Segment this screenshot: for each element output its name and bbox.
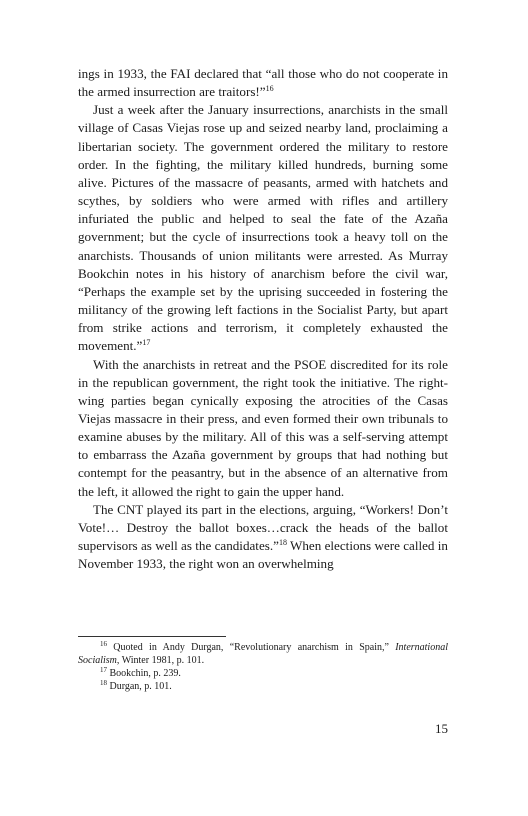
- text-run: Just a week after the January insurrections, anarchists in the small village of Casas Viejas rose up and seized nearby land, proclaiming a libertarian society. The government ordered the military to restore order. In the fighting, the military killed hundreds, burning some alive. Pictures of the massacre of peasants, armed with hatchets and scythes, by soldiers who were armed with rifles and artillery infuriated the public and helped to seal the fate of the Azaña government; but the cycle of insurrections took a heavy toll on the anarchists. Thousands of union militants were arrested. As Murray Bookchin notes in his history of anarchism before the civil war, “Perhaps the example set by the uprising succeeded in fostering the militancy of the growing left factions in the Socialist Party, but apart from strike actions and terrorism, it completely exhausted the movement.”: [78, 102, 448, 354]
- text-run: Bookchin, p. 239.: [107, 668, 181, 679]
- text-run: , Winter 1981, p. 101.: [116, 655, 205, 666]
- footnote: [78, 667, 448, 680]
- body-text: [78, 65, 448, 573]
- text-run: When elections were called in November 1933, the right won an overwhelming: [78, 538, 448, 572]
- footnote-number: 18: [100, 679, 107, 687]
- footnote-number: 16: [100, 640, 107, 648]
- paragraph: [78, 501, 448, 574]
- footnote-rule: [78, 636, 226, 637]
- footnote-ref: 17: [142, 338, 151, 348]
- paragraph: [78, 101, 448, 355]
- footnotes: [78, 636, 448, 693]
- paragraph: [78, 356, 448, 501]
- footnote-ref: 16: [265, 84, 274, 94]
- text-run: Durgan, p. 101.: [107, 681, 172, 692]
- footnote-list: [78, 641, 448, 693]
- footnote: [78, 641, 448, 667]
- text-run: ings in 1933, the FAI declared that “all those who do not cooperate in the armed insurrection are traitors!”: [78, 66, 448, 100]
- italic-text: International Socialism: [78, 642, 448, 666]
- footnote: [78, 680, 448, 693]
- paragraph: [78, 65, 448, 101]
- footnote-number: 17: [100, 666, 107, 674]
- footnote-ref: 18: [278, 538, 287, 548]
- text-run: Quoted in Andy Durgan, “Revolutionary anarchism in Spain,”: [107, 642, 396, 653]
- text-run: With the anarchists in retreat and the PSOE discredited for its role in the republican government, the right took the initiative. The right-wing parties began cynically exposing the atrocities of the Casas Viejas massacre in their press, and even formed their own tribunals to examine abuses by the military. All of this was a self-serving attempt to embarrass the Azaña government by groups that had nothing but contempt for the peasantry, but in the absence of an alternative from the left, it allowed the right to gain the upper hand.: [78, 356, 448, 499]
- page-number: 15: [435, 721, 448, 736]
- text-run: The CNT played its part in the elections, arguing, “Workers! Don’t Vote!… Destroy the ballot boxes…crack the heads of the ballot supervisors as well as the candidates.”: [78, 501, 448, 554]
